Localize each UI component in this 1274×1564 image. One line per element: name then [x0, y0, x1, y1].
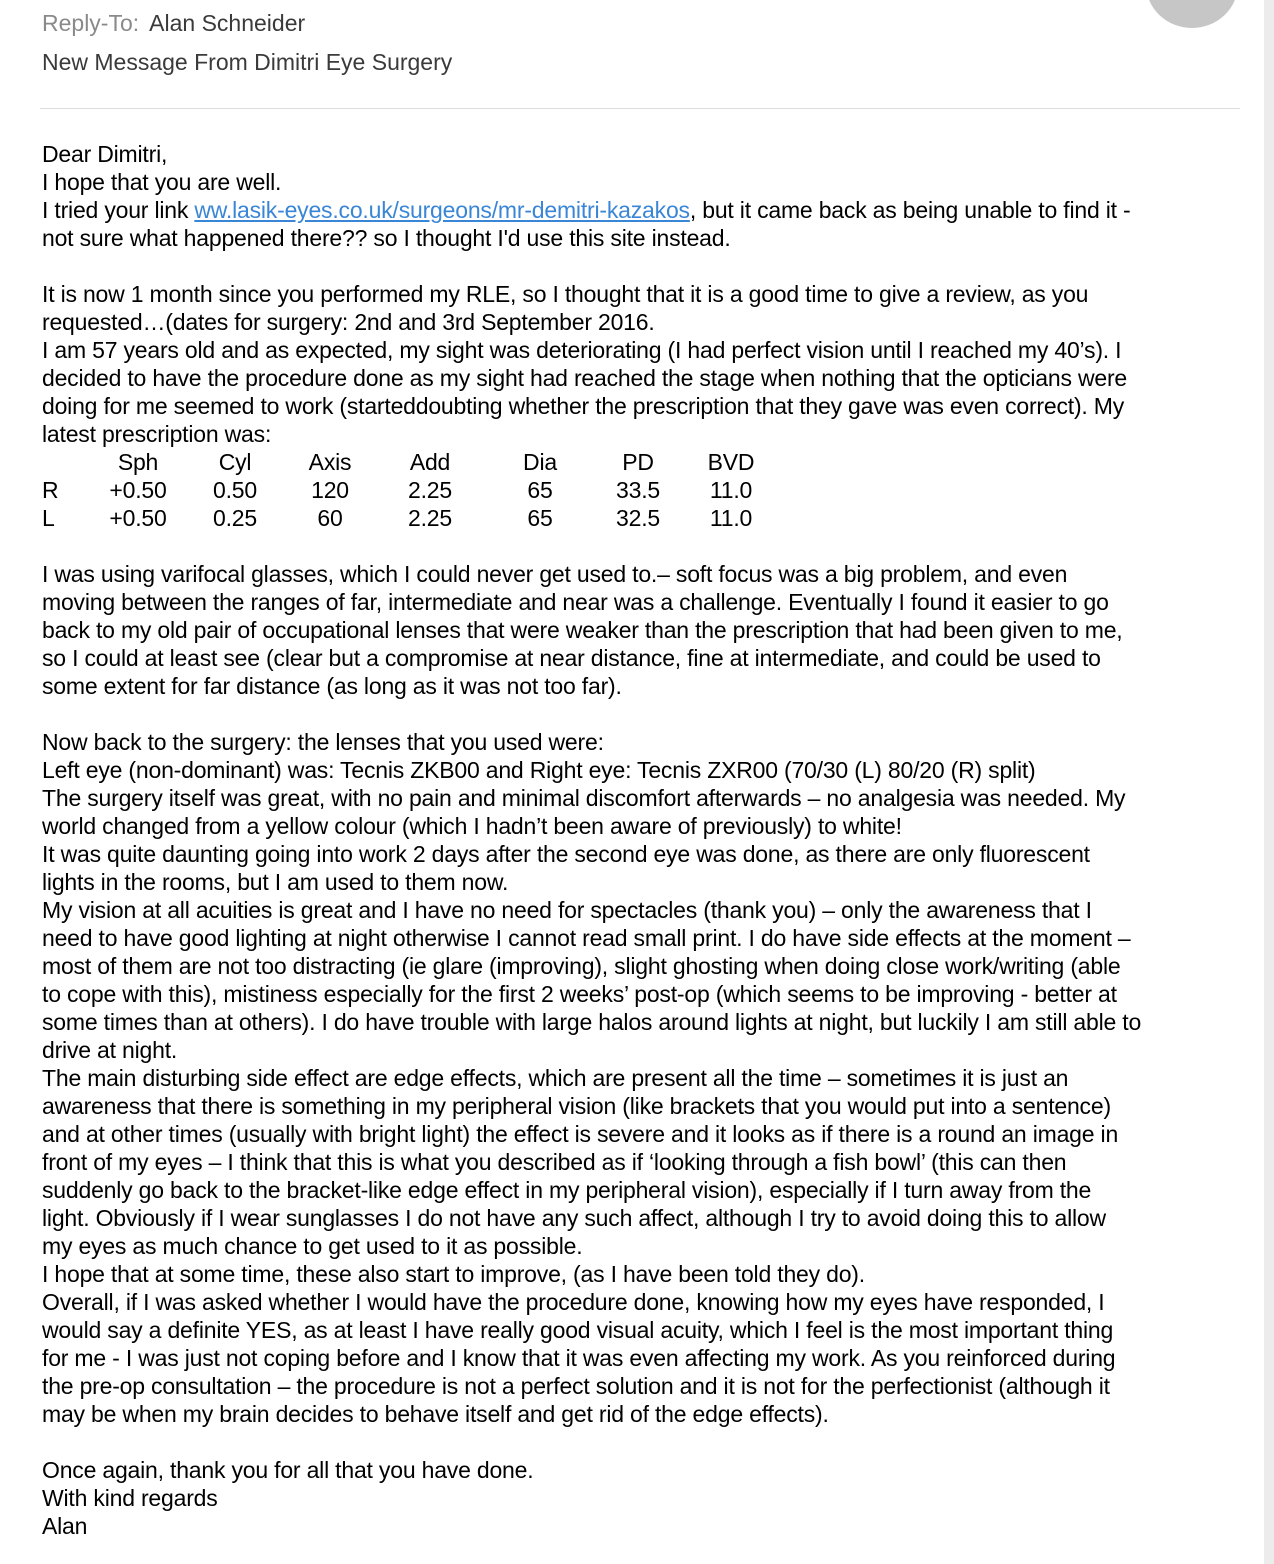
- reply-to-row: [42, 8, 1232, 38]
- rx-cell: 11.0: [709, 477, 753, 503]
- prescription-header-row: [42, 448, 786, 476]
- rx-cell: 2.25: [408, 477, 452, 503]
- reply-to-label: Reply-To:: [42, 10, 140, 36]
- rx-header-cell: [42, 448, 86, 476]
- rx-header-cell: Dia: [523, 449, 557, 475]
- body-line: latest prescription was:: [42, 421, 272, 447]
- body-line: to cope with this), mistiness especially for the first 2 weeks’ post-op (which seems to be improving - better at: [42, 981, 1117, 1007]
- body-line: most of them are not too distracting (ie glare (improving), slight ghosting when doing close work/writing (able: [42, 953, 1121, 979]
- greeting: Dear Dimitri,: [42, 141, 168, 167]
- paragraph-gap: [42, 700, 1242, 728]
- rx-header-cell: PD: [622, 449, 654, 475]
- body-line: It is now 1 month since you performed my RLE, so I thought that it is a good time to give a review, as you: [42, 281, 1089, 307]
- body-line: The surgery itself was great, with no pain and minimal discomfort afterwards – no analgesia was needed. My: [42, 785, 1126, 811]
- rx-cell: L: [42, 505, 55, 531]
- header-divider: [40, 108, 1240, 109]
- body-line: I hope that you are well.: [42, 169, 282, 195]
- body-text: I tried your link: [42, 197, 195, 223]
- body-line: some extent for far distance (as long as it was not too far).: [42, 673, 622, 699]
- message-body: [42, 140, 1242, 1540]
- rx-cell: 120: [311, 477, 349, 503]
- body-line: may be when my brain decides to behave itself and get rid of the edge effects).: [42, 1401, 829, 1427]
- signature: Alan: [42, 1513, 88, 1539]
- rx-cell: 32.5: [616, 505, 660, 531]
- body-line: It was quite daunting going into work 2 days after the second eye was done, as there are only fluorescent: [42, 841, 1090, 867]
- paragraph-gap: [42, 532, 1242, 560]
- body-line: moving between the ranges of far, intermediate and near was a challenge. Eventually I found it easier to go: [42, 589, 1109, 615]
- rx-cell: 60: [317, 505, 343, 531]
- body-line: decided to have the procedure done as my sight had reached the stage when nothing that the opticians were: [42, 365, 1128, 391]
- body-text: , but it came back as being unable to find it -: [689, 197, 1131, 223]
- prescription-table: [42, 448, 786, 532]
- message-subject: New Message From Dimitri Eye Surgery: [42, 49, 453, 75]
- body-line: Overall, if I was asked whether I would have the procedure done, knowing how my eyes have responded, I: [42, 1289, 1105, 1315]
- body-line: I was using varifocal glasses, which I could never get used to.– soft focus was a big problem, and even: [42, 561, 1068, 587]
- rx-header-cell: Axis: [308, 449, 352, 475]
- body-line: front of my eyes – I think that this is what you described as if ‘looking through a fish bowl’ (this can then: [42, 1149, 1067, 1175]
- surgeon-profile-link[interactable]: ww.lasik-eyes.co.uk/surgeons/mr-demitri-kazakos: [194, 197, 690, 223]
- rx-header-cell: BVD: [707, 449, 755, 475]
- rx-cell: 33.5: [616, 477, 660, 503]
- reply-to-value[interactable]: Alan Schneider: [149, 10, 306, 36]
- body-line: awareness that there is something in my peripheral vision (like brackets that you would put into a sentence): [42, 1093, 1111, 1119]
- message-header: [42, 8, 1232, 77]
- body-line: would say a definite YES, as at least I have really good visual acuity, which I feel is the most important thing: [42, 1317, 1114, 1343]
- body-line: doing for me seemed to work (starteddoubting whether the prescription that they gave was even correct). My: [42, 393, 1125, 419]
- rx-cell: 0.50: [213, 477, 257, 503]
- rx-header-cell: Add: [409, 449, 451, 475]
- window-right-edge: [1264, 0, 1274, 1564]
- prescription-row-right: [42, 476, 786, 504]
- body-line-with-link: [42, 196, 1242, 224]
- closing-line: Once again, thank you for all that you have done.: [42, 1457, 534, 1483]
- paragraph-gap: [42, 252, 1242, 280]
- body-line: for me - I was just not coping before and I know that it was even affecting my work. As you reinforced during: [42, 1345, 1116, 1371]
- rx-cell: 65: [527, 477, 553, 503]
- body-line: I am 57 years old and as expected, my sight was deteriorating (I had perfect vision until I reached my 40’s). I: [42, 337, 1122, 363]
- body-line: The main disturbing side effect are edge effects, which are present all the time – sometimes it is just an: [42, 1065, 1069, 1091]
- body-line: My vision at all acuities is great and I have no need for spectacles (thank you) – only the awareness that I: [42, 897, 1092, 923]
- body-line: and at other times (usually with bright light) the effect is severe and it looks as if there is a round an image in: [42, 1121, 1119, 1147]
- body-line: need to have good lighting at night otherwise I cannot read small print. I do have side effects at the moment –: [42, 925, 1131, 951]
- rx-cell: 2.25: [408, 505, 452, 531]
- body-line: the pre-op consultation – the procedure is not a perfect solution and it is not for the perfectionist (although it: [42, 1373, 1110, 1399]
- body-line: light. Obviously if I wear sunglasses I do not have any such affect, although I try to avoid doing this to allow: [42, 1205, 1106, 1231]
- rx-cell: R: [42, 477, 59, 503]
- rx-cell: +0.50: [109, 505, 167, 531]
- rx-header-cell: Cyl: [218, 449, 252, 475]
- rx-cell: 0.25: [213, 505, 257, 531]
- body-line: lights in the rooms, but I am used to them now.: [42, 869, 509, 895]
- paragraph-gap: [42, 1428, 1242, 1456]
- body-line: I hope that at some time, these also start to improve, (as I have been told they do).: [42, 1261, 865, 1287]
- rx-cell: 11.0: [709, 505, 753, 531]
- rx-header-cell: Sph: [117, 449, 159, 475]
- body-line: my eyes as much chance to get used to it as possible.: [42, 1233, 583, 1259]
- body-line: so I could at least see (clear but a compromise at near distance, fine at intermediate, and could be used to: [42, 645, 1101, 671]
- body-line: Left eye (non-dominant) was: Tecnis ZKB00 and Right eye: Tecnis ZXR00 (70/30 (L) 80/20 (R) split): [42, 757, 1036, 783]
- body-line: some times than at others). I do have trouble with large halos around lights at night, but luckily I am still able to: [42, 1009, 1142, 1035]
- body-line: back to my old pair of occupational lenses that were weaker than the prescription that had been given to me,: [42, 617, 1123, 643]
- body-line: not sure what happened there?? so I thought I'd use this site instead.: [42, 225, 731, 251]
- body-line: suddenly go back to the bracket-like edge effect in my peripheral vision), especially if I turn away from the: [42, 1177, 1092, 1203]
- body-line: Now back to the surgery: the lenses that you used were:: [42, 729, 604, 755]
- sign-off: With kind regards: [42, 1485, 218, 1511]
- body-line: world changed from a yellow colour (which I hadn’t been aware of previously) to white!: [42, 813, 902, 839]
- prescription-row-left: [42, 504, 786, 532]
- body-line: requested…(dates for surgery: 2nd and 3rd September 2016.: [42, 309, 655, 335]
- body-line: drive at night.: [42, 1037, 178, 1063]
- rx-cell: 65: [527, 505, 553, 531]
- rx-cell: +0.50: [109, 477, 167, 503]
